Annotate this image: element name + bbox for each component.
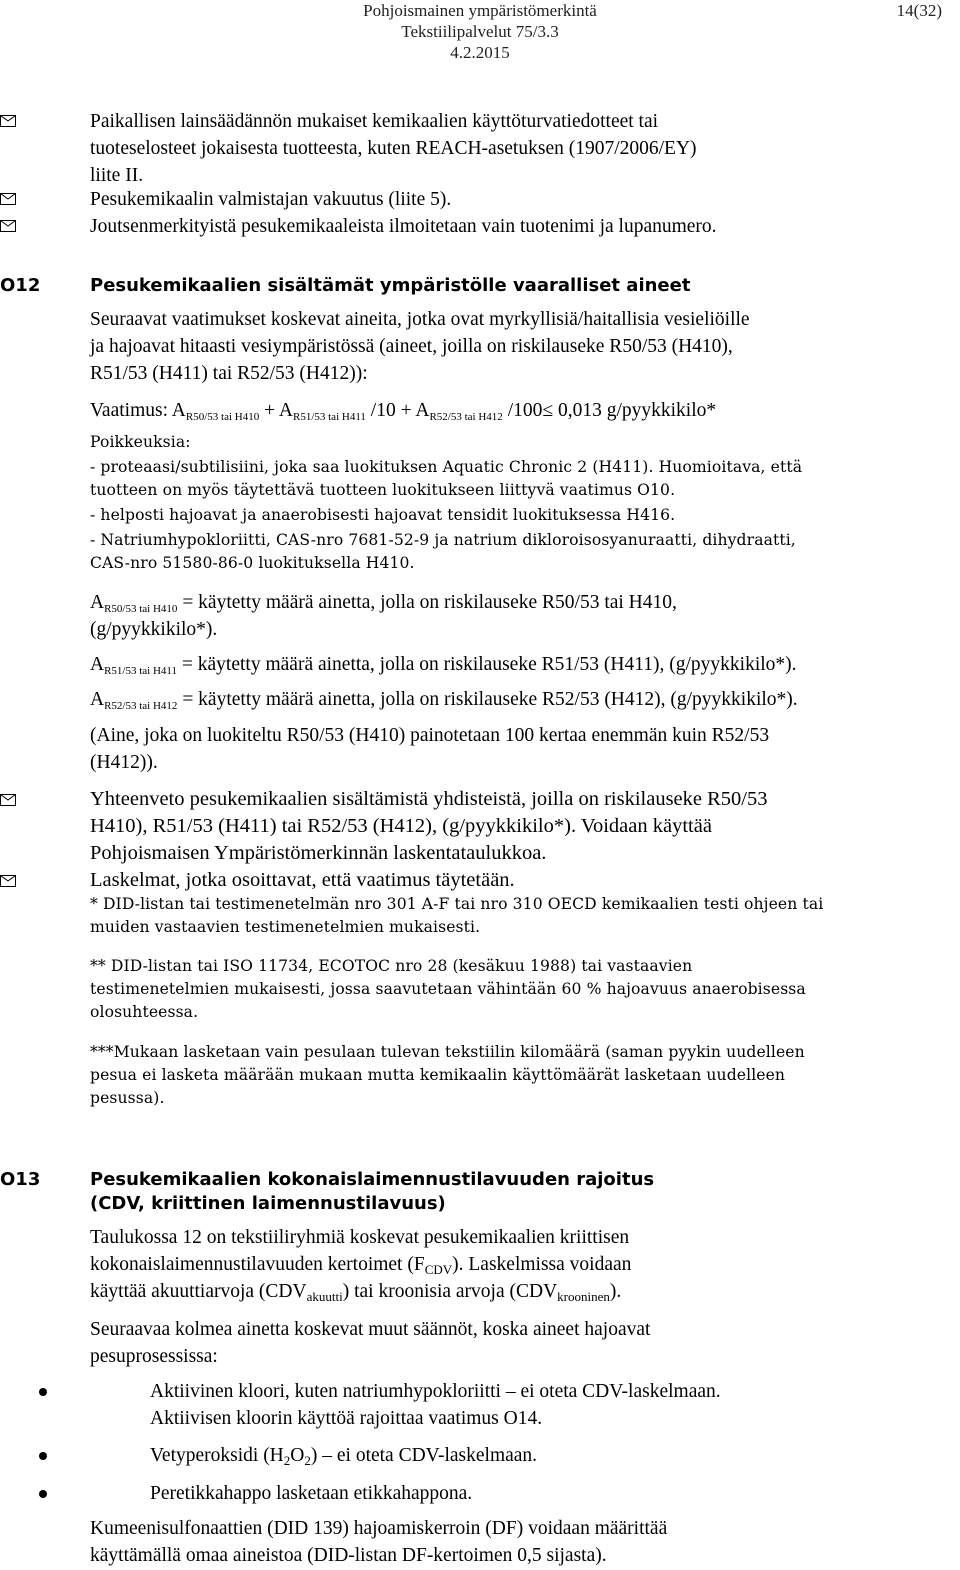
text: ). Laskelmissa voidaan [452,1254,632,1275]
text-line: Pohjoismaisen Ympäristömerkinnän laskentataulukkoa. [90,842,547,864]
text-line: (CDV, kriittinen laimennustilavuus) [90,1193,446,1214]
text: kokonaislaimennustilavuuden kertoimet (F [90,1254,425,1275]
text-line: Peretikkahappo lasketaan etikkahappona. [150,1483,473,1504]
subscript: R52/53 tai H412 [104,700,178,712]
text: = käytetty määrä ainetta, jolla on riskilauseke R52/53 (H412), (g/pyykkikilo*). [177,689,798,710]
checkbox-icon [0,875,16,887]
subscript: 2 [283,1453,291,1468]
text-line: tuotteen on myös täytettävä tuotteen luokitukseen liittyvä vaatimus O10. [90,481,676,499]
text-line: tuoteselosteet jokaisesta tuotteesta, kuten REACH-asetuksen (1907/2006/EY) [90,138,697,159]
documentation-item-summary [90,786,890,867]
list-item [90,1442,820,1469]
text: A [90,654,105,675]
text: Vetyperoksidi (H [150,1445,284,1466]
subscript: CDV [424,1262,453,1277]
text: O [290,1445,305,1466]
text-line: ** DID-listan tai ISO 11734, ECOTOC nro 28 (kesäkuu 1988) tai vastaavien [90,957,693,975]
exception-2: - helposti hajoavat ja anaerobisesti hajoavat tensidit luokituksessa H416. [90,506,676,524]
documentation-item-calculations: Laskelmat, jotka osoittavat, että vaatimus täytetään. [90,869,515,891]
subscript: R50/53 tai H410 [104,603,178,615]
text-line: R51/53 (H411) tai R52/53 (H412)): [90,363,368,384]
footnote-1 [90,893,890,939]
o12-intro [90,306,890,387]
definition-a-r51 [90,651,890,678]
bullet-icon [39,1490,47,1498]
text-line: käyttämällä omaa aineistoa (DID-listan DF-kertoimen 0,5 sijasta). [90,1545,607,1566]
text-line: Seuraavat vaatimukset koskevat aineita, jotka ovat myrkyllisiä/haitallisia vesieliöille [90,309,750,330]
text-line: H410), R51/53 (H411) tai R52/53 (H412), (g/pyykkikilo*). Voidaan käyttää [90,815,712,837]
definition-a-r50 [90,589,890,643]
top-list-item-3: Joutsenmerkityistä pesukemikaaleista ilmoitetaan vain tuotenimi ja lupanumero. [90,216,717,237]
o13-paragraph-1 [90,1224,910,1305]
subscript: R50/53 tai H410 [185,411,260,423]
exception-3 [90,529,890,575]
subscript: krooninen [557,1289,610,1304]
top-list-item-2: Pesukemikaalin valmistajan vakuutus (liite 5). [90,189,452,210]
checkbox-icon [0,115,16,127]
subscript: 2 [304,1453,311,1468]
requirement-code-o13: O13 [0,1169,41,1190]
text-line: Taulukossa 12 on tekstiiliryhmiä koskevat pesukemikaalien kriittisen [90,1227,630,1248]
text-line: Pesukemikaalien kokonaislaimennustilavuuden rajoitus [90,1169,655,1190]
text-line: ja hajoavat hitaasti vesiympäristössä (aineet, joilla on riskilauseke R50/53 (H410), [90,336,733,357]
checkbox-icon [0,794,16,806]
header-document-id: Tekstiilipalvelut 75/3.3 [401,22,559,41]
text-line: Yhteenveto pesukemikaalien sisältämistä yhdisteistä, joilla on riskilauseke R50/53 [90,788,768,810]
header-title: Pohjoismainen ympäristömerkintä [363,1,597,20]
subscript: R51/53 tai H411 [292,411,366,423]
page-header [0,0,960,63]
text-line: pesua ei lasketa määrään mukaan mutta kemikaalin käyttömäärät lasketaan uudelleen [90,1066,786,1084]
bullet-icon [39,1452,47,1460]
requirement-code-o12: O12 [0,275,41,296]
page-number: 14(32) [896,1,942,20]
text-line: CAS-nro 51580-86-0 luokituksella H410. [90,554,415,572]
text-line: muiden vastaavien testimenetelmien mukaisesti. [90,918,481,936]
text-line: ***Mukaan lasketaan vain pesulaan tulevan tekstiilin kilomäärä (saman pyykin uudelleen [90,1043,805,1061]
o13-paragraph-3 [90,1515,910,1569]
text: A [90,689,105,710]
text-line: liite II. [90,165,144,186]
weighting-note [90,722,890,776]
text: ) – ei oteta CDV-laskelmaan. [310,1445,538,1466]
text: 0,013 g/pyykkikilo* [553,400,717,421]
o13-bullet-list [0,1378,820,1517]
text: Vaatimus: A [90,400,186,421]
text: + A [259,400,293,421]
subscript: R52/53 tai H412 [429,411,503,423]
text-line: (Aine, joka on luokiteltu R50/53 (H410) painotetaan 100 kertaa enemmän kuin R52/53 [90,725,770,746]
bullet-icon [39,1388,47,1396]
text-line: (H412)). [90,752,158,773]
checkbox-icon [0,220,16,232]
footnote-2 [90,955,890,1024]
text-line: Aktiivisen kloorin käyttöä rajoittaa vaatimus O14. [150,1408,543,1429]
text-line: pesussa). [90,1089,165,1107]
text: ). [609,1281,622,1302]
text-line: olosuhteessa. [90,1003,199,1021]
text-line: Aktiivinen kloori, kuten natriumhypokloriitti – ei oteta CDV-laskelmaan. [150,1381,721,1402]
o13-paragraph-2 [90,1316,890,1370]
text: = käytetty määrä ainetta, jolla on riskilauseke R51/53 (H411), (g/pyykkikilo*). [177,654,797,675]
footnote-3 [90,1041,890,1110]
less-or-equal-symbol: ≤ [542,400,554,421]
exceptions-label: Poikkeuksia: [90,433,191,451]
text-line: testimenetelmien mukaisesti, jossa saavutetaan vähintään 60 % hajoavuus anaerobisessa [90,980,806,998]
text-line: Seuraavaa kolmea ainetta koskevat muut säännöt, koska aineet hajoavat [90,1319,651,1340]
text-line: pesuprosessissa: [90,1346,218,1367]
text: ) tai kroonisia arvoja (CDV [342,1281,558,1302]
text-line: - proteaasi/subtilisiini, joka saa luokituksen Aquatic Chronic 2 (H411). Huomioitava, että [90,458,803,476]
text: = käytetty määrä ainetta, jolla on riskilauseke R50/53 tai H410, [177,592,677,613]
text-line: - Natriumhypokloriitti, CAS-nro 7681-52-9 ja natrium dikloroisosyanuraatti, dihydraatti, [90,531,796,549]
text-line: Paikallisen lainsäädännön mukaiset kemikaalien käyttöturvatiedotteet tai [90,111,659,132]
exception-1 [90,456,890,502]
list-item [90,1378,820,1432]
top-list-item-1 [90,108,890,189]
section-title-o12: Pesukemikaalien sisältämät ympäristölle vaaralliset aineet [90,275,691,296]
subscript: R51/53 tai H411 [104,665,178,677]
text-line: (g/pyykkikilo*). [90,619,218,640]
text: A [90,592,105,613]
text-line: Kumeenisulfonaattien (DID 139) hajoamiskerroin (DF) voidaan määrittää [90,1518,668,1539]
section-title-o13 [90,1168,890,1216]
checkbox-icon [0,193,16,205]
subscript: akuutti [306,1289,343,1304]
text: käyttää akuuttiarvoja (CDV [90,1281,307,1302]
text-line: * DID-listan tai testimenetelmän nro 301 A-F tai nro 310 OECD kemikaalien testi ohjeen tai [90,895,824,913]
definition-a-r52 [90,686,890,713]
list-item [90,1480,820,1507]
header-date: 4.2.2015 [450,43,510,62]
text: /10 + A [365,400,430,421]
o12-requirement-formula [90,397,890,424]
text: /100 [502,400,543,421]
